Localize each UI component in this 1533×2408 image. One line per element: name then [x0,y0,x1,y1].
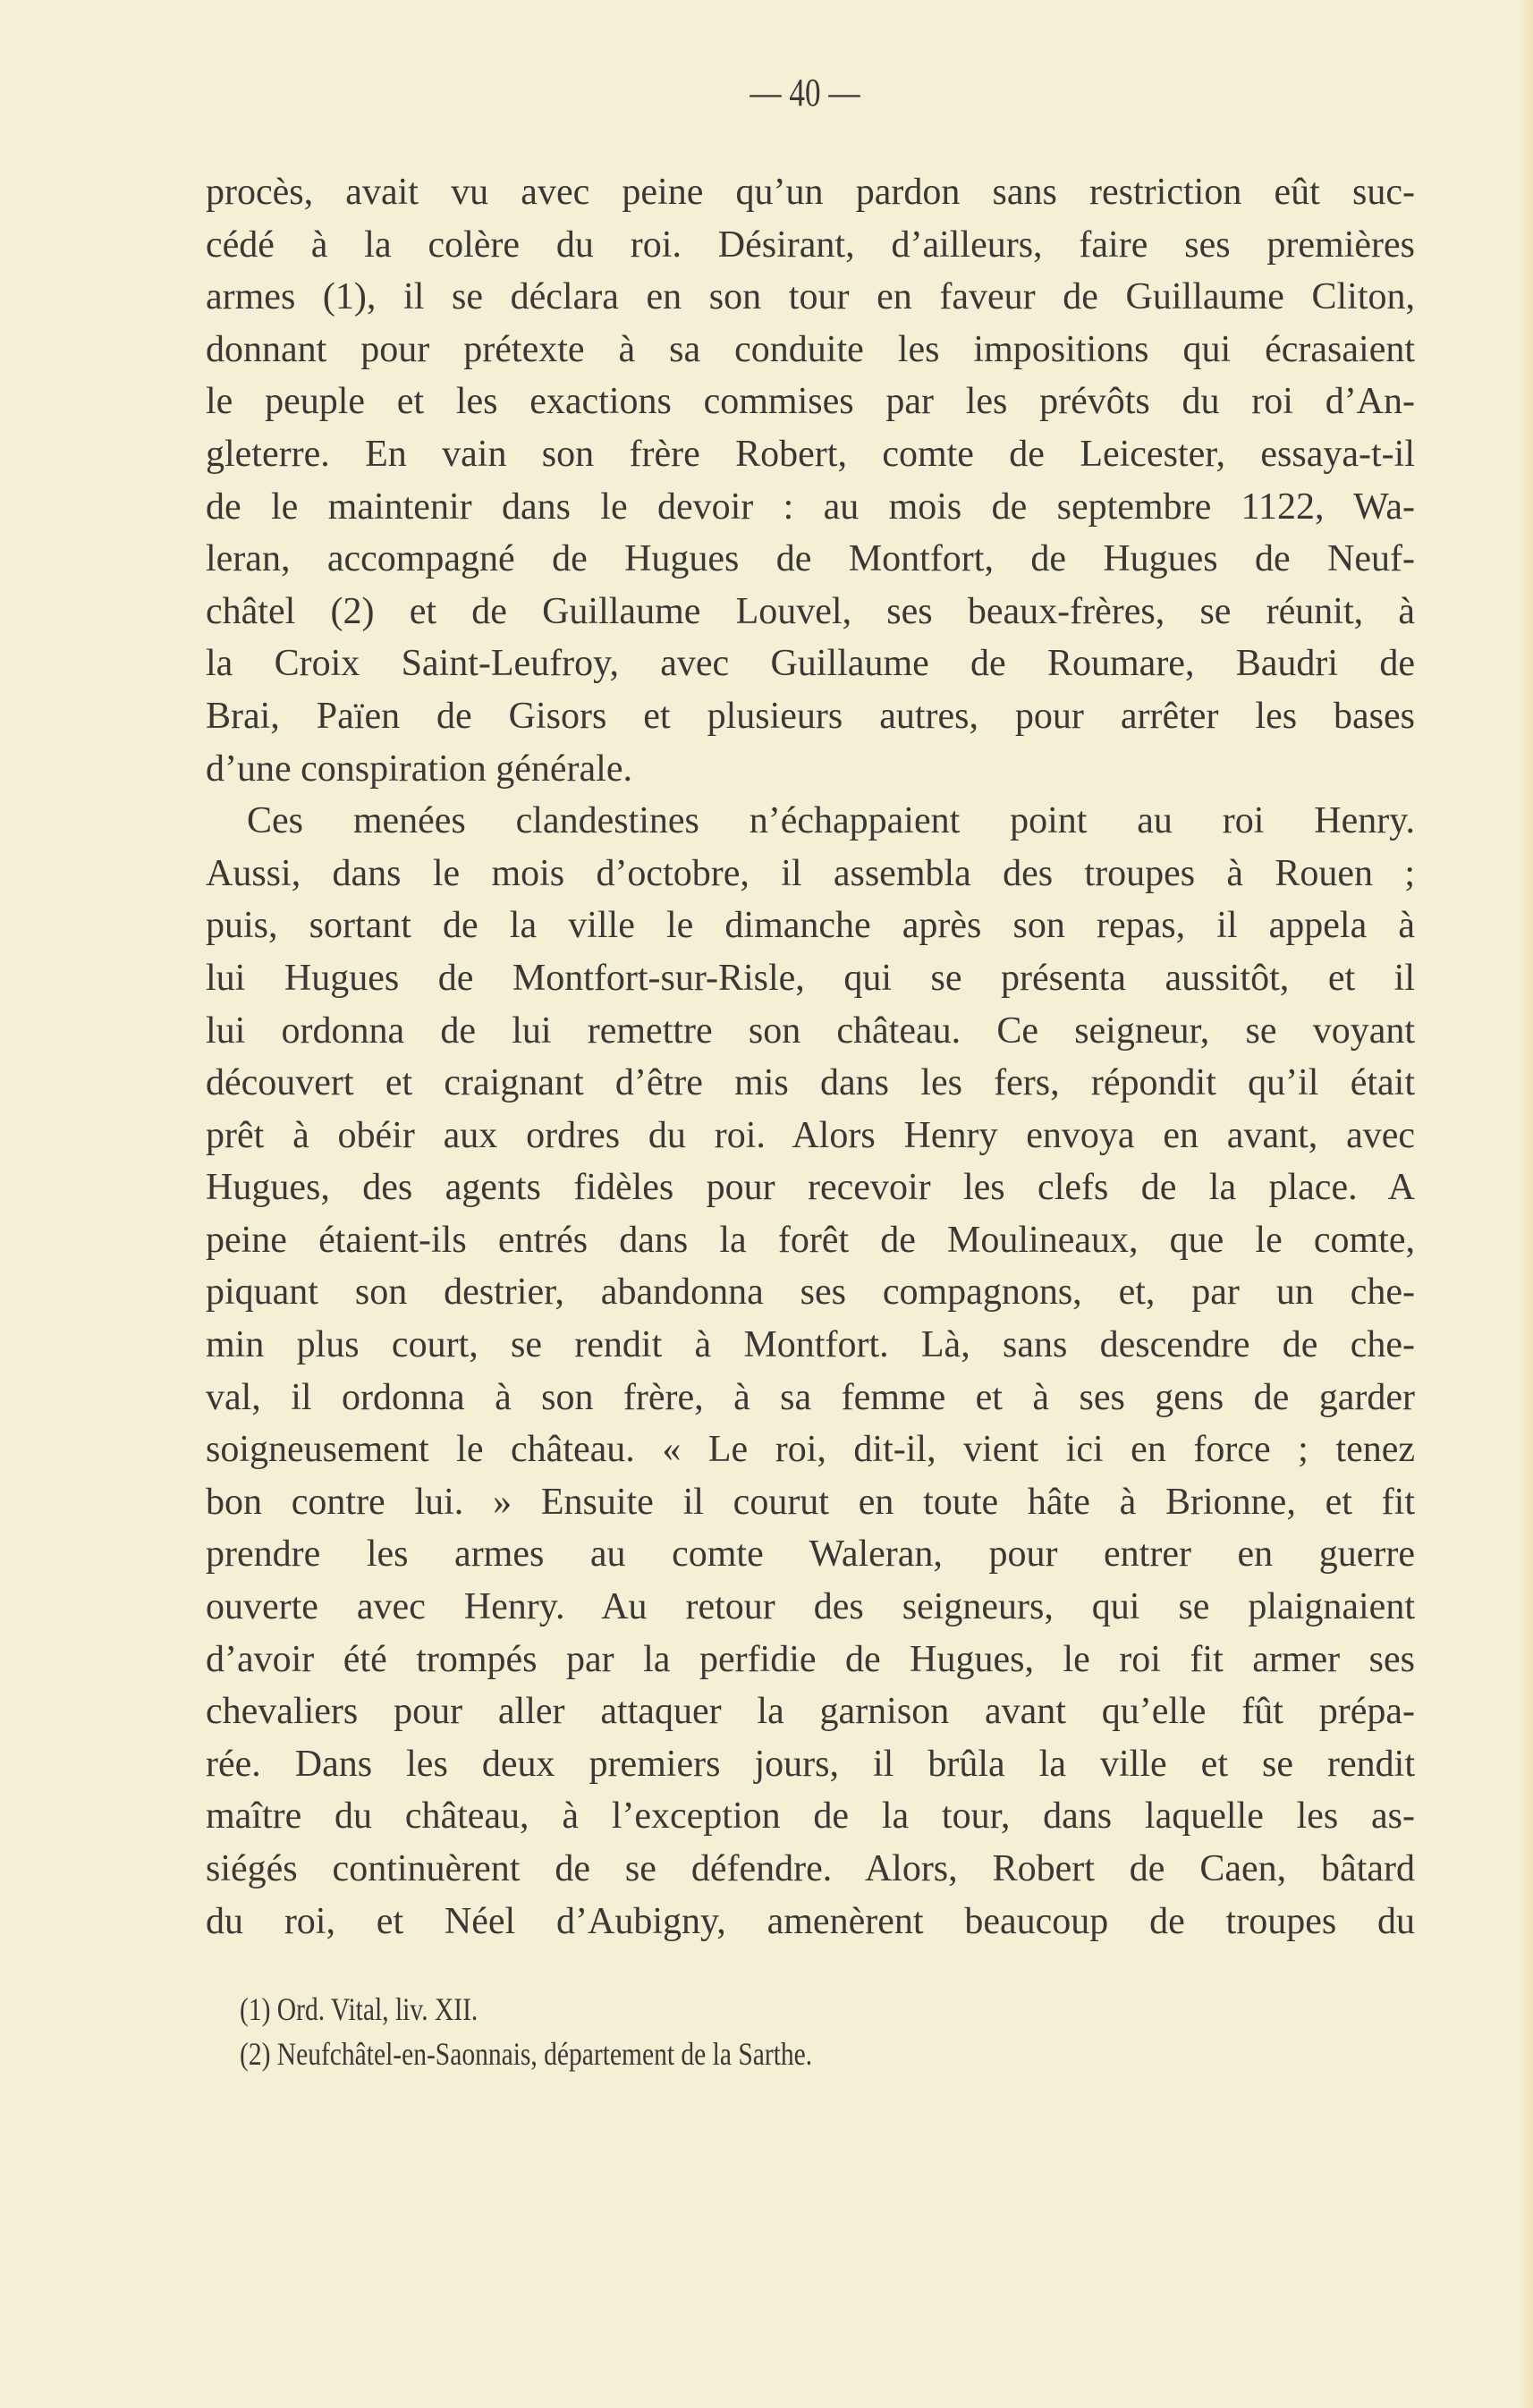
text-line: le peuple et les exactions commises par les prévôts du roi d’An- [206,381,1415,423]
text-line: châtel (2) et de Guillaume Louvel, ses beaux-frères, se réunit, à [206,590,1415,632]
text-line: soigneusement le château. « Le roi, dit-il, vient ici en force ; tenez [206,1429,1415,1471]
text-line: piquant son destrier, abandonna ses compagnons, et, par un che- [206,1272,1415,1314]
text-line: prendre les armes au comte Waleran, pour entrer en guerre [206,1534,1415,1576]
text-line: peine étaient-ils entrés dans la forêt de Moulineaux, que le comte, [206,1219,1415,1261]
text-line: du roi, et Néel d’Aubigny, amenèrent beaucoup de troupes du [206,1900,1415,1942]
text-line: rée. Dans les deux premiers jours, il brûla la ville et se rendit [206,1743,1415,1785]
paragraph [206,166,1415,795]
text-line: lui ordonna de lui remettre son château. Ce seigneur, se voyant [206,1010,1415,1052]
text-line: donnant pour prétexte à sa conduite les impositions qui écrasaient [206,328,1415,370]
text-line: Brai, Païen de Gisors et plusieurs autres, pour arrêter les bases [206,695,1415,737]
page-edge-shadow [1519,0,1533,2408]
text-line: bon contre lui. » Ensuite il courut en toute hâte à Brionne, et fit [206,1481,1415,1523]
text-line: siégés continuèrent de se défendre. Alors, Robert de Caen, bâtard [206,1848,1415,1889]
page-number: — 40 — [750,71,860,114]
text-line: la Croix Saint-Leufroy, avec Guillaume de Roumare, Baudri de [206,643,1415,685]
text-line: val, il ordonna à son frère, à sa femme et à ses gens de garder [206,1376,1415,1418]
body-text [206,166,1415,1948]
footnotes [240,1987,938,2076]
footnote: (2) Neufchâtel-en-Saonnais, département de la Sarthe. [240,2036,813,2072]
text-line: procès, avait vu avec peine qu’un pardon sans restriction eût suc- [206,172,1415,213]
text-line: d’une conspiration générale. [206,748,632,790]
text-line: gleterre. En vain son frère Robert, comte de Leicester, essaya-t-il [206,433,1415,475]
text-line: de le maintenir dans le devoir : au mois de septembre 1122, Wa- [206,486,1415,528]
text-line: cédé à la colère du roi. Désirant, d’ailleurs, faire ses premières [206,224,1415,266]
footnote: (1) Ord. Vital, liv. XII. [240,1991,479,2027]
text-line: prêt à obéir aux ordres du roi. Alors Henry envoya en avant, avec [206,1114,1415,1156]
text-line: lui Hugues de Montfort-sur-Risle, qui se présenta aussitôt, et il [206,957,1415,999]
text-line: leran, accompagné de Hugues de Montfort, de Hugues de Neuf- [206,538,1415,580]
paragraph [206,795,1415,1948]
text-line: armes (1), il se déclara en son tour en faveur de Guillaume Cliton, [206,276,1415,318]
text-line: Aussi, dans le mois d’octobre, il assembla des troupes à Rouen ; [206,852,1415,894]
text-line: ouverte avec Henry. Au retour des seigneurs, qui se plaignaient [206,1586,1415,1628]
text-line: min plus court, se rendit à Montfort. Là, sans descendre de che- [206,1324,1415,1366]
text-line: maître du château, à l’exception de la tour, dans laquelle les as- [206,1795,1415,1838]
text-line: chevaliers pour aller attaquer la garnison avant qu’elle fût prépa- [206,1691,1415,1733]
text-line: d’avoir été trompés par la perfidie de Hugues, le roi fit armer ses [206,1638,1415,1680]
text-line: découvert et craignant d’être mis dans les fers, répondit qu’il était [206,1062,1415,1104]
text-line: Ces menées clandestines n’échappaient point au roi Henry. [247,800,1415,842]
text-line: puis, sortant de la ville le dimanche après son repas, il appela à [206,905,1415,947]
text-line: Hugues, des agents fidèles pour recevoir les clefs de la place. A [206,1167,1415,1209]
